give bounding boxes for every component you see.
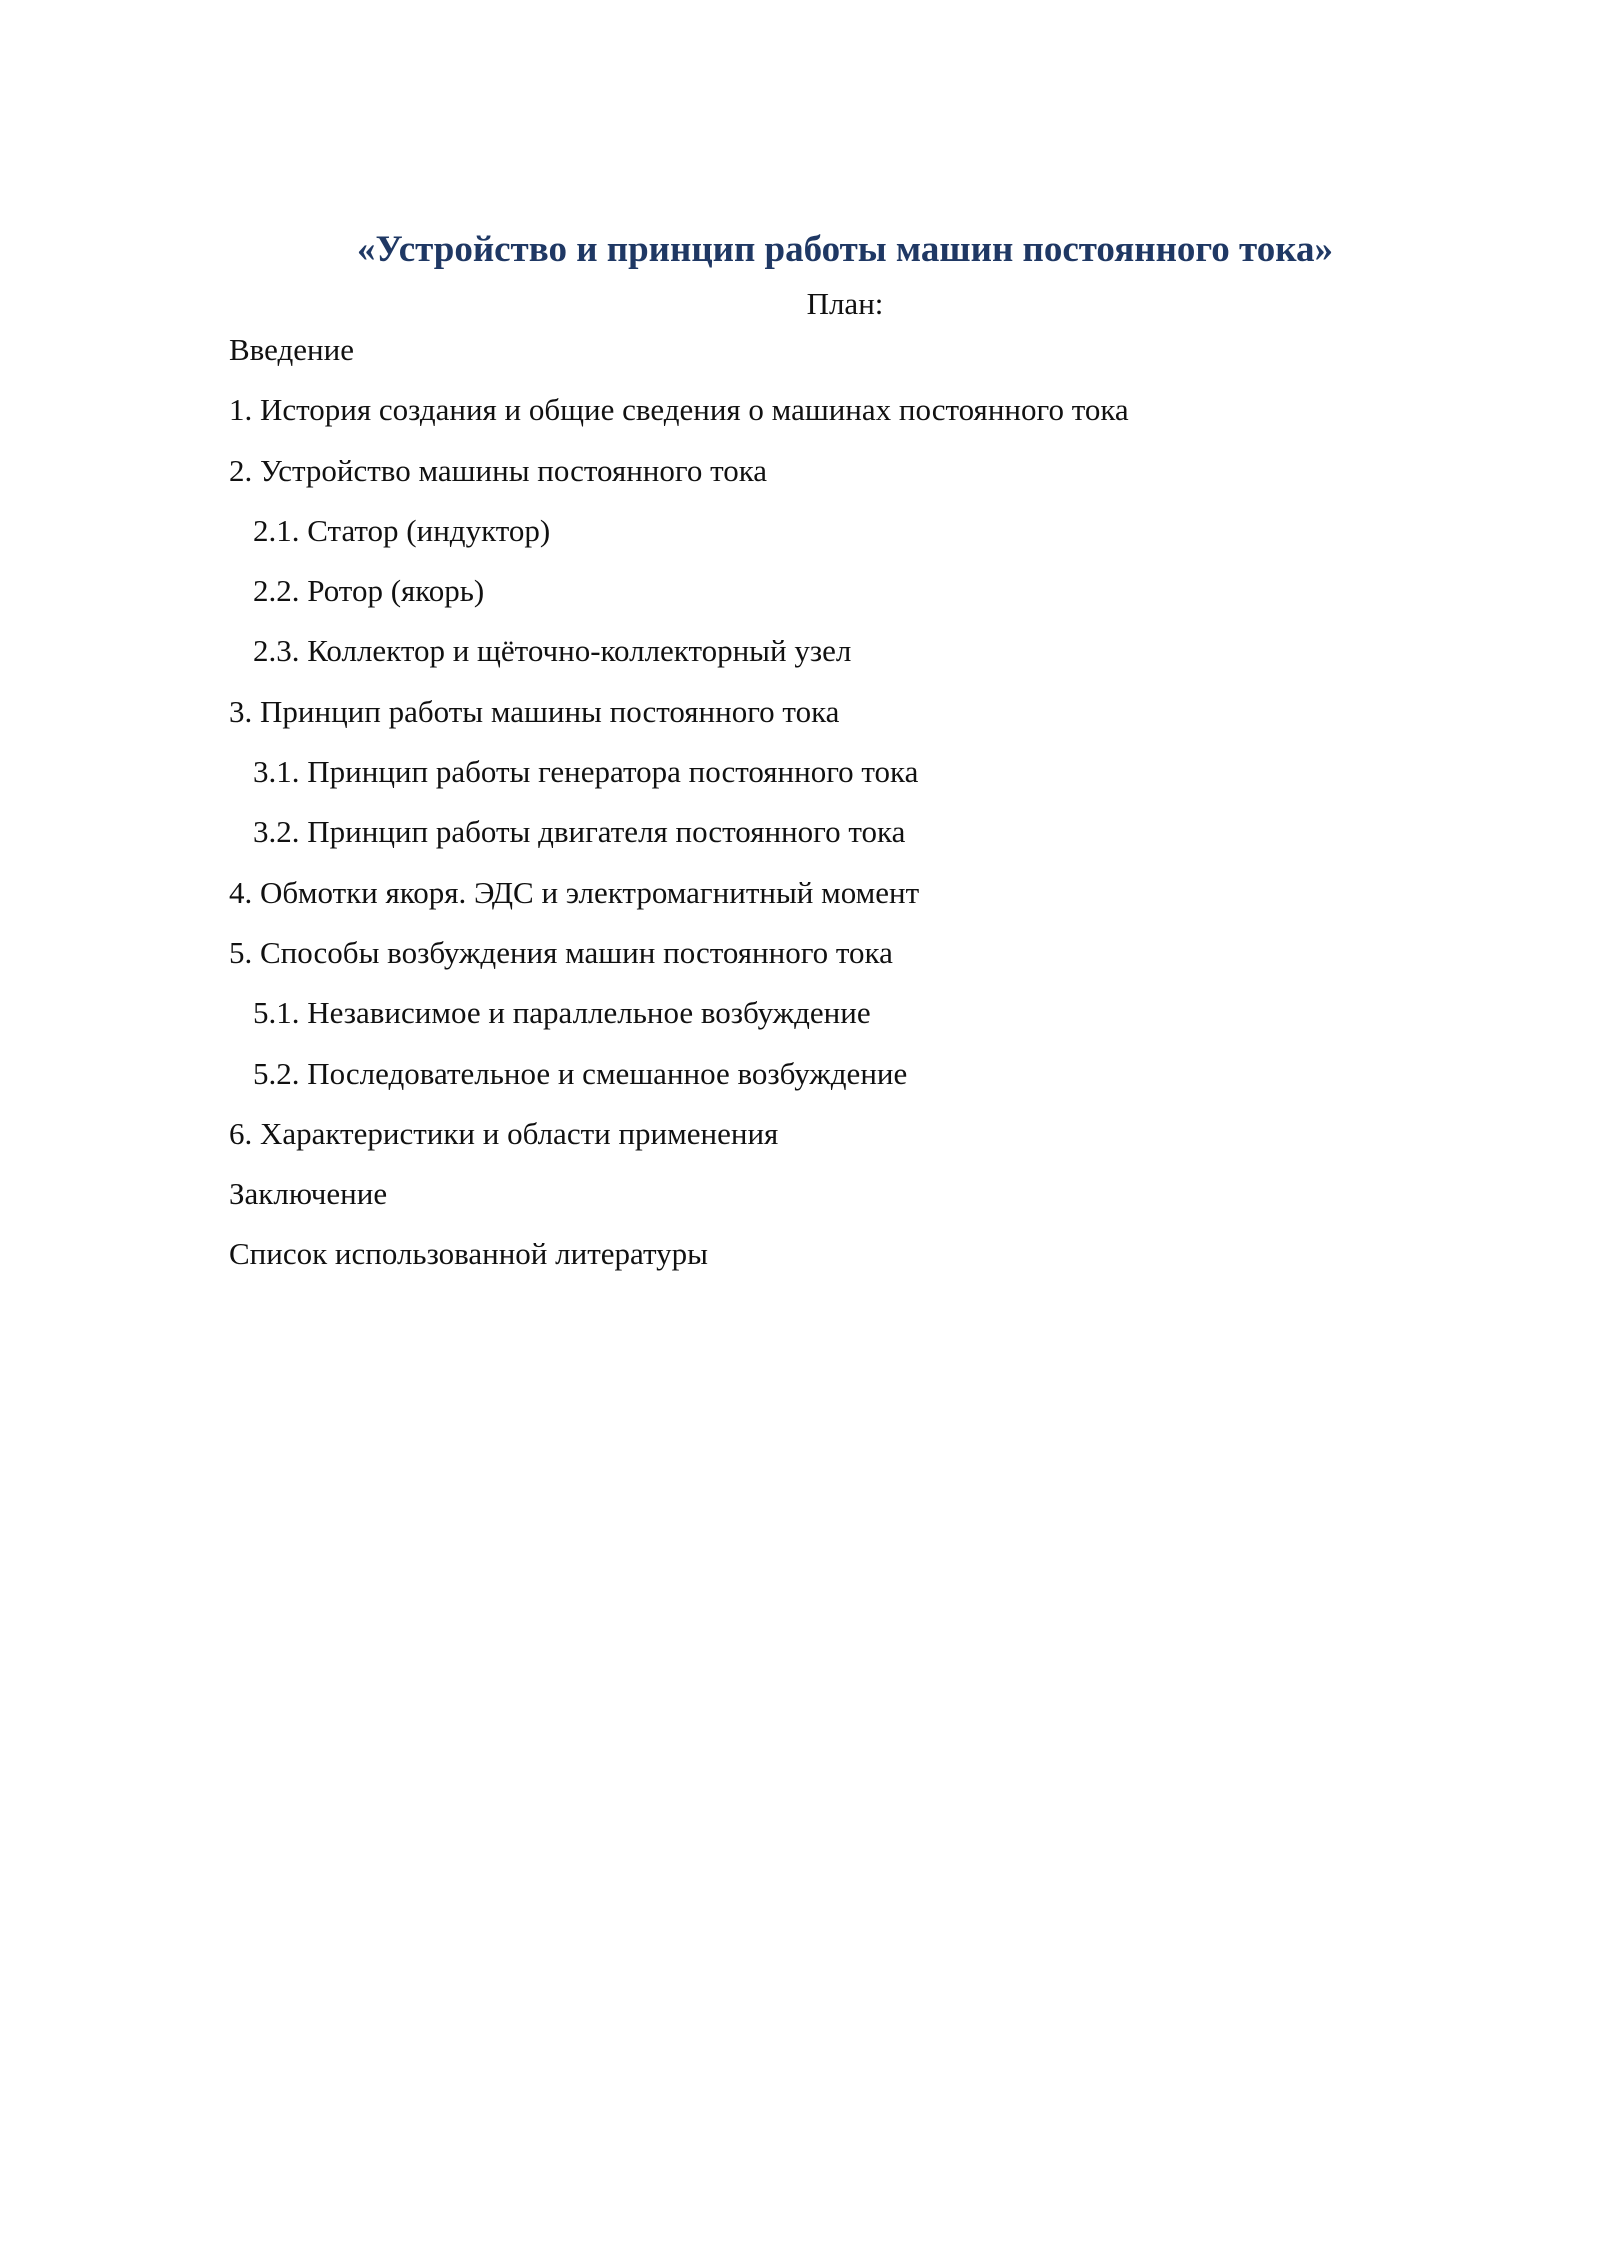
document-title: «Устройство и принцип работы машин постоянного тока» [357, 229, 1333, 270]
toc-item-2-2: 2.2. Ротор (якорь) [253, 573, 485, 609]
toc-item-references: Список использованной литературы [229, 1236, 708, 1272]
toc-item-3-2: 3.2. Принцип работы двигателя постоянного тока [253, 814, 906, 850]
plan-heading: План: [806, 286, 884, 321]
toc-item-2: 2. Устройство машины постоянного тока [229, 452, 768, 488]
table-of-contents [229, 330, 1429, 1295]
toc-item-6: 6. Характеристики и области применения [229, 1115, 779, 1151]
toc-item-introduction: Введение [229, 332, 354, 367]
toc-item-3: 3. Принцип работы машины постоянного тока [229, 693, 840, 729]
toc-item-1: 1. История создания и общие сведения о машинах постоянного тока [229, 392, 1129, 428]
toc-item-5: 5. Способы возбуждения машин постоянного тока [229, 934, 893, 970]
toc-item-3-1: 3.1. Принцип работы генератора постоянного тока [253, 754, 919, 790]
toc-item-4: 4. Обмотки якоря. ЭДС и электромагнитный момент [229, 874, 920, 910]
toc-item-5-1: 5.1. Независимое и параллельное возбуждение [253, 995, 871, 1031]
toc-item-5-2: 5.2. Последовательное и смешанное возбуждение [253, 1055, 908, 1091]
toc-item-conclusion: Заключение [229, 1176, 388, 1212]
toc-item-2-3: 2.3. Коллектор и щёточно-коллекторный узел [253, 633, 852, 669]
toc-item-2-1: 2.1. Статор (индуктор) [253, 512, 551, 548]
